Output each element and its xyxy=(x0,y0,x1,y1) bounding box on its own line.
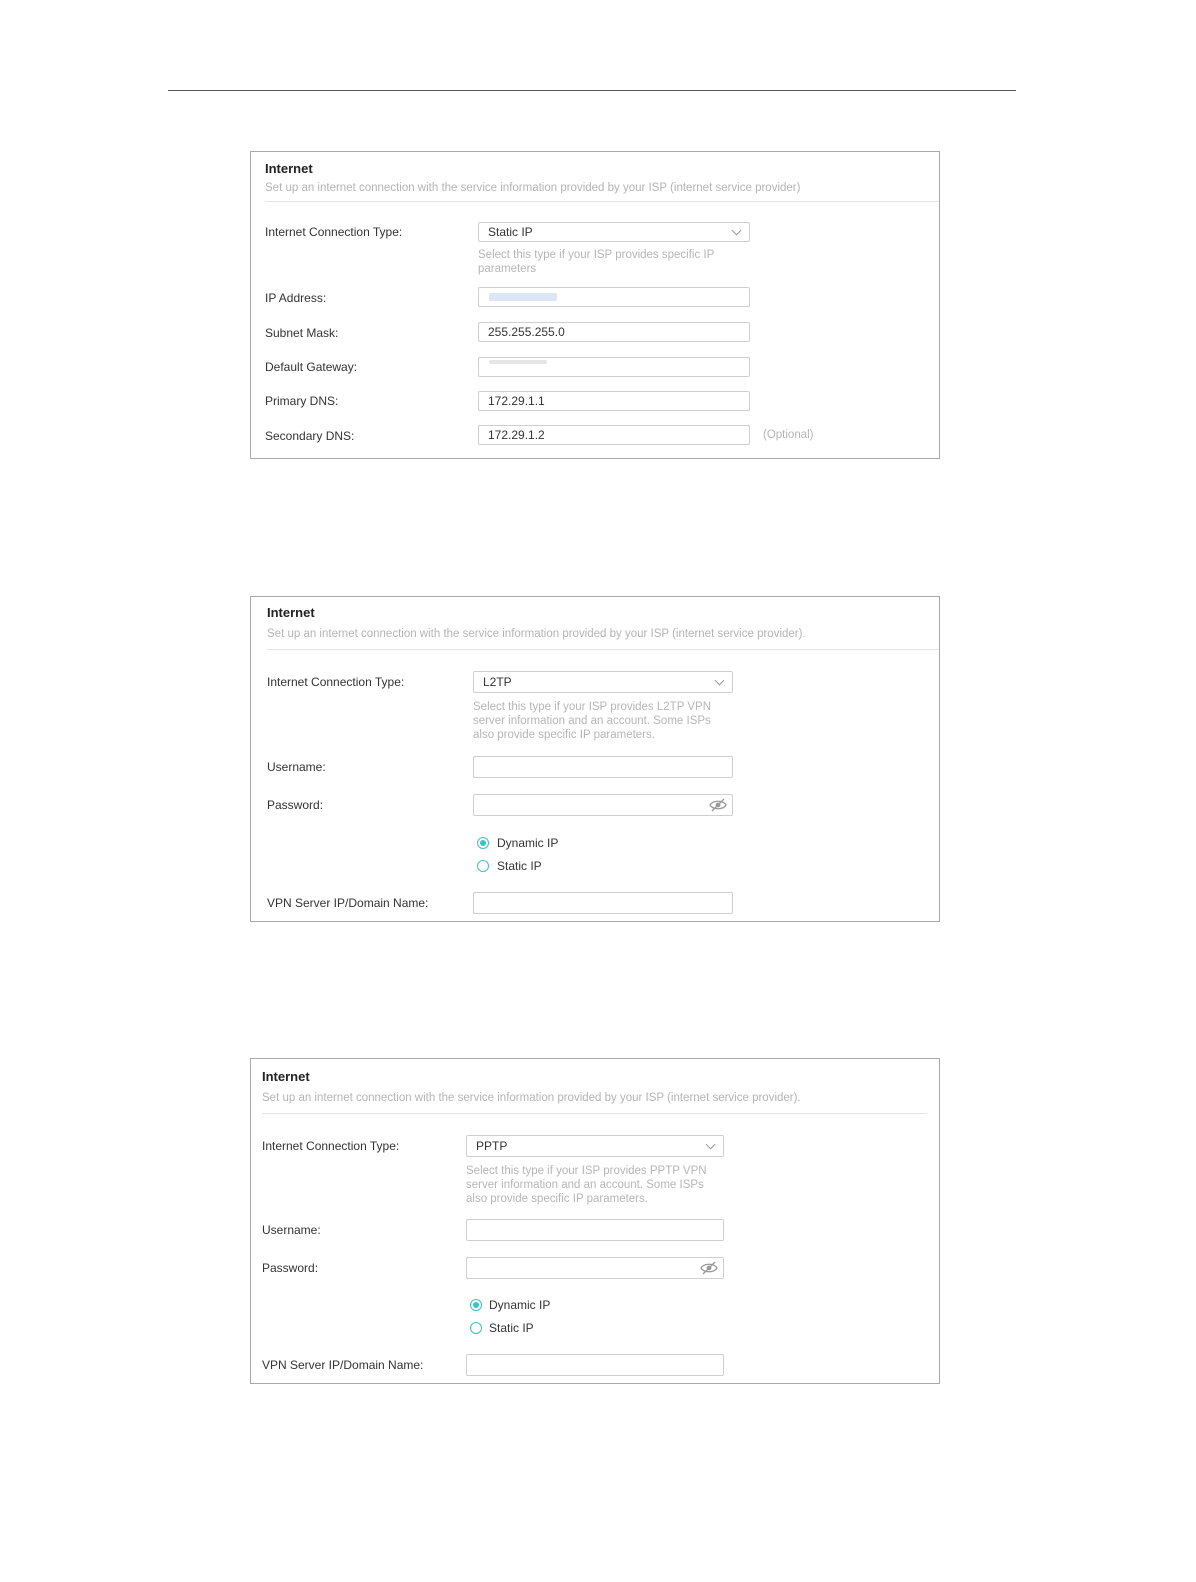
panel-divider xyxy=(262,1113,927,1114)
connection-type-label: Internet Connection Type: xyxy=(267,675,405,689)
panel-description: Set up an internet connection with the service information provided by your ISP (internet service provider) xyxy=(265,182,801,194)
primary-dns-label: Primary DNS: xyxy=(265,394,339,408)
secondary-dns-input[interactable]: 172.29.1.2 xyxy=(478,425,750,445)
chevron-down-icon xyxy=(732,226,742,236)
default-gateway-label: Default Gateway: xyxy=(265,360,358,374)
radio-dynamic-ip-label: Dynamic IP xyxy=(489,1298,551,1312)
panel-title: Internet xyxy=(267,605,315,620)
default-gateway-input[interactable] xyxy=(478,357,750,377)
chevron-down-icon xyxy=(706,1140,716,1150)
ip-address-label: IP Address: xyxy=(265,291,327,305)
username-input[interactable] xyxy=(473,756,733,778)
connection-type-value: Static IP xyxy=(488,225,533,239)
username-label: Username: xyxy=(267,760,326,774)
optional-note: (Optional) xyxy=(763,429,814,441)
connection-type-label: Internet Connection Type: xyxy=(262,1139,400,1153)
vpn-server-label: VPN Server IP/Domain Name: xyxy=(262,1358,424,1372)
connection-type-label: Internet Connection Type: xyxy=(265,225,403,239)
eye-hidden-icon[interactable] xyxy=(708,797,728,813)
panel-title: Internet xyxy=(265,161,313,176)
vpn-server-label: VPN Server IP/Domain Name: xyxy=(267,896,429,910)
radio-static-ip-label: Static IP xyxy=(497,859,542,873)
connection-type-hint: Select this type if your ISP provides PPTP VPN server information and an account. Some ISPs also provide specific IP parameters. xyxy=(466,1165,707,1205)
page-top-rule xyxy=(168,90,1016,91)
connection-type-value: L2TP xyxy=(483,675,512,689)
connection-type-value: PPTP xyxy=(476,1139,508,1153)
primary-dns-input[interactable]: 172.29.1.1 xyxy=(478,391,750,411)
subnet-mask-input[interactable]: 255.255.255.0 xyxy=(478,322,750,342)
panel-description: Set up an internet connection with the service information provided by your ISP (internet service provider). xyxy=(262,1092,801,1104)
vpn-server-input[interactable] xyxy=(473,892,733,914)
radio-static-ip[interactable] xyxy=(470,1322,482,1334)
secondary-dns-label: Secondary DNS: xyxy=(265,429,355,443)
radio-static-ip[interactable] xyxy=(477,860,489,872)
username-input[interactable] xyxy=(466,1219,724,1241)
password-label: Password: xyxy=(267,798,324,812)
redacted-value xyxy=(489,360,547,364)
ip-address-input[interactable] xyxy=(478,287,750,307)
connection-type-hint: Select this type if your ISP provides L2TP VPN server information and an account. Some ISPs also provide specific IP parameters. xyxy=(473,701,711,741)
internet-panel-static-ip xyxy=(250,151,940,459)
radio-dynamic-ip[interactable] xyxy=(477,837,489,849)
password-input[interactable] xyxy=(466,1257,724,1279)
radio-dynamic-ip-label: Dynamic IP xyxy=(497,836,559,850)
radio-static-ip-label: Static IP xyxy=(489,1321,534,1335)
panel-description: Set up an internet connection with the service information provided by your ISP (internet service provider). xyxy=(267,628,806,640)
connection-type-select[interactable] xyxy=(478,222,750,242)
username-label: Username: xyxy=(262,1223,321,1237)
panel-divider xyxy=(267,649,939,650)
eye-hidden-icon[interactable] xyxy=(699,1260,719,1276)
redacted-value xyxy=(489,293,557,301)
internet-panel-pptp xyxy=(250,1058,940,1384)
radio-dynamic-ip[interactable] xyxy=(470,1299,482,1311)
panel-divider xyxy=(265,201,939,202)
internet-panel-l2tp xyxy=(250,596,940,922)
subnet-mask-label: Subnet Mask: xyxy=(265,326,339,340)
panel-title: Internet xyxy=(262,1069,310,1084)
chevron-down-icon xyxy=(715,676,725,686)
password-input[interactable] xyxy=(473,794,733,816)
connection-type-select[interactable] xyxy=(473,671,733,693)
vpn-server-input[interactable] xyxy=(466,1354,724,1376)
connection-type-hint: Select this type if your ISP provides specific IP parameters xyxy=(478,249,715,275)
password-label: Password: xyxy=(262,1261,319,1275)
connection-type-select[interactable] xyxy=(466,1135,724,1157)
